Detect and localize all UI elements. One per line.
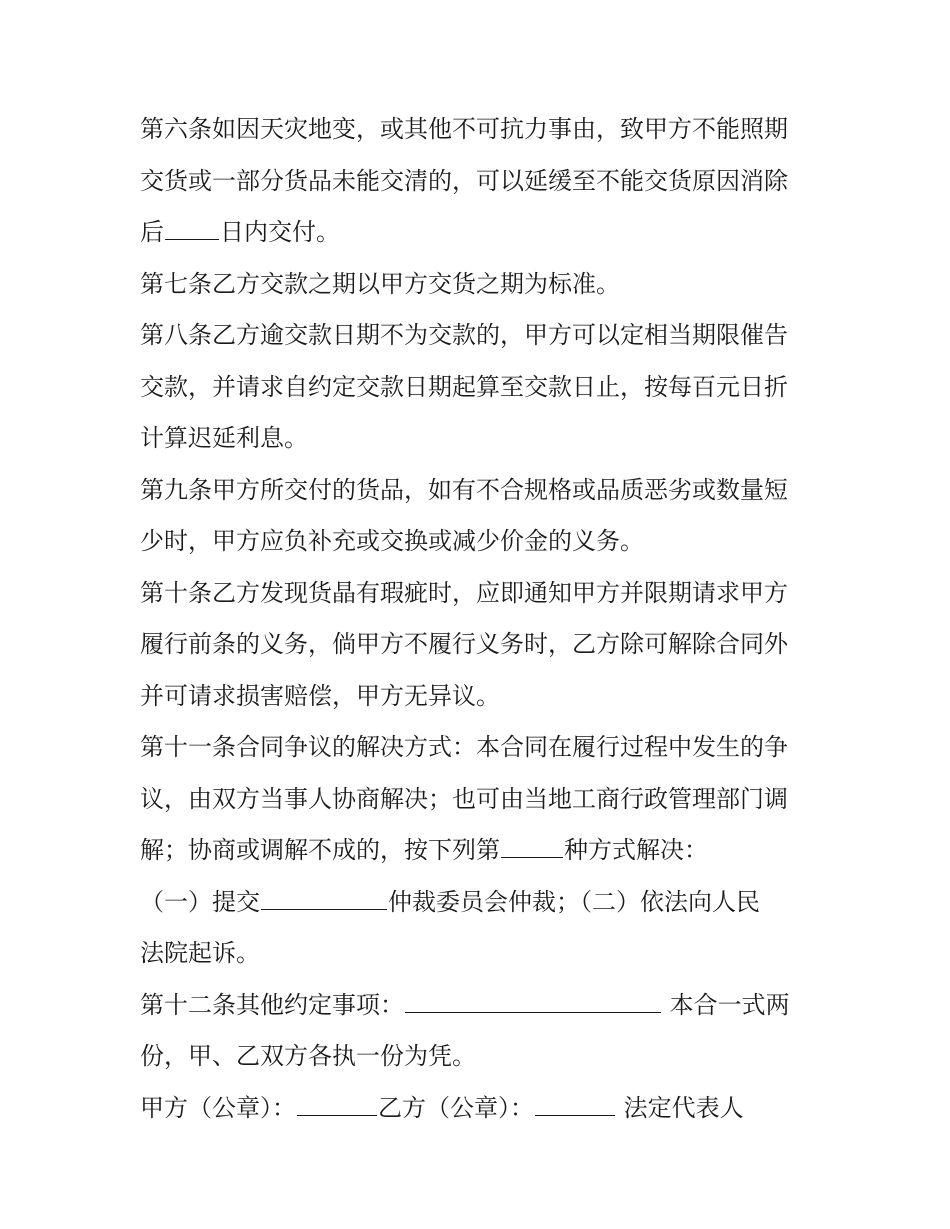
other-matters-blank[interactable] xyxy=(405,990,661,1013)
text: 第十一条合同争议的解决方式：本合同在履行过程中发生的争 xyxy=(140,733,788,761)
clause-9-line-1 xyxy=(140,465,820,517)
clause-6-line-1 xyxy=(140,104,820,156)
party-a-seal-blank[interactable] xyxy=(297,1093,377,1116)
clause-9-line-2 xyxy=(140,516,820,568)
contract-body xyxy=(140,104,820,1134)
text: 第七条乙方交款之期以甲方交货之期为标准。 xyxy=(140,269,620,298)
text: 第十二条其他约定事项： xyxy=(140,990,404,1019)
clause-11-line-4 xyxy=(140,877,820,929)
clause-10-line-2 xyxy=(140,619,820,671)
clause-7-line-1 xyxy=(140,259,820,311)
method-number-blank[interactable] xyxy=(501,835,563,858)
text: 议，由双方当事人协商解决；也可由当地工商行政管理部门调 xyxy=(140,784,788,813)
clause-12-line-2 xyxy=(140,1031,820,1083)
clause-8-line-3 xyxy=(140,413,820,465)
text: 法院起诉。 xyxy=(140,939,260,967)
text: 份，甲、乙双方各执一份为凭。 xyxy=(140,1042,476,1070)
clause-11-line-5 xyxy=(140,928,820,980)
clause-6-line-2 xyxy=(140,156,820,208)
party-b-seal-label: 乙方（公章）： xyxy=(378,1093,534,1122)
legal-representative-label: 法定代表人 xyxy=(616,1093,744,1122)
text: 履行前条的义务，倘甲方不履行义务时，乙方除可解除合同外 xyxy=(140,630,788,658)
clause-11-line-3 xyxy=(140,825,820,877)
text: （一）提交 xyxy=(140,887,260,916)
clause-11-line-1 xyxy=(140,722,820,774)
clause-10-line-3 xyxy=(140,671,820,723)
text: 仲裁委员会仲裁；（二）依法向人民 xyxy=(388,887,760,916)
text: 交款，并请求自约定交款日期起算至交款日止，按每百元日折 xyxy=(140,372,788,401)
clause-10-line-1 xyxy=(140,568,820,620)
clause-8-line-1 xyxy=(140,310,820,362)
party-b-seal-blank[interactable] xyxy=(535,1093,615,1116)
party-a-seal-label: 甲方（公章）： xyxy=(140,1093,296,1122)
days-blank[interactable] xyxy=(165,217,219,240)
clause-12-line-1 xyxy=(140,980,820,1032)
text: 计算迟延利息。 xyxy=(140,424,308,452)
arbitration-commission-blank[interactable] xyxy=(261,887,387,910)
text: 第十条乙方发现货晶有瑕疵时，应即通知甲方并限期请求甲方 xyxy=(140,578,788,607)
text: 并可请求损害赔偿，甲方无异议。 xyxy=(140,681,500,710)
text: 本合一式两 xyxy=(662,990,790,1019)
text: 第九条甲方所交付的货品，如有不合规格或品质恶劣或数量短 xyxy=(140,475,788,504)
text: 第八条乙方逾交款日期不为交款的，甲方可以定相当期限催告 xyxy=(140,321,788,349)
text: 少时，甲方应负补充或交换或减少价金的义务。 xyxy=(140,527,644,555)
text: 第六条如因天灾地变，或其他不可抗力事由，致甲方不能照期 xyxy=(140,115,788,143)
text: 后 xyxy=(140,218,164,246)
clause-11-line-2 xyxy=(140,774,820,826)
clause-6-line-3 xyxy=(140,207,820,259)
text: 解；协商或调解不成的，按下列第 xyxy=(140,836,500,864)
clause-8-line-2 xyxy=(140,362,820,414)
text: 日内交付。 xyxy=(220,218,340,246)
text: 交货或一部分货品未能交清的，可以延缓至不能交货原因消除 xyxy=(140,166,788,195)
signature-line xyxy=(140,1083,820,1135)
text: 种方式解决： xyxy=(564,836,708,864)
